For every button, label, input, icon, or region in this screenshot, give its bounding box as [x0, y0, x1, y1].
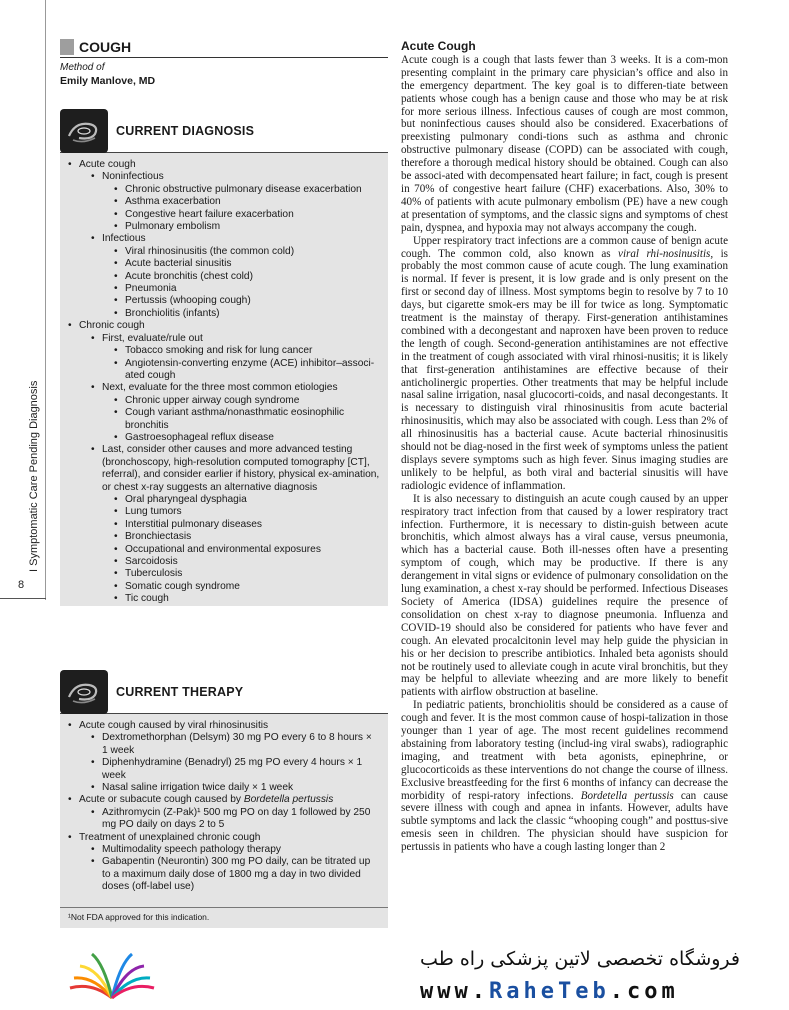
list-item: • Tuberculosis	[114, 568, 380, 580]
list-item: • Somatic cough syndrome	[114, 581, 380, 593]
list-item: • Tobacco smoking and risk for lung cancer	[114, 345, 380, 357]
list-item: • Bronchiectasis	[114, 531, 380, 543]
store-url[interactable]: www.RaheTeb.com	[420, 979, 679, 1004]
article-heading: Acute Cough	[401, 40, 476, 53]
diagnosis-heading: CURRENT DIAGNOSIS	[116, 123, 255, 138]
paragraph: In pediatric patients, bronchiolitis should be considered as a cause of cough and fever. It is the most common cause of hospi-talization in those younger than 1 year of age. The most recent guidelines recommend abstaining from laboratory testing (includ-ing viral swabs), radiographic imaging, and treatment with beta agonists, epinephrine, or glucocorticoids as these interventions do not change the course of illness. Exclusive breastfeeding for the first 6 months of infancy can decrease the morbidity of respi-ratory infections. Bordetella pertussis can cause severe illness with cough and apnea in infants. However, adults have subtle symptoms and lack the classic “whooping cough” and posttus-sive emesis seen in children. The physician should have suspicion for pertussis in patients who have a cough lasting longer than 2	[401, 699, 728, 854]
list-item: • Chronic cough • First, evaluate/rule out • Tobacco smoking and risk for lung cancer • Angiotensin-converting enzyme (ACE) inhibitor–associ-ated cough • Next, evaluate for the three most common etiologies • Chronic upper airway cough syndrome • Cough variant asthma/nonasthmatic eosinophilic bronchitis • Gastroesophageal reflux disease • Last, consider other causes and more advanced testing (bronchoscopy, high-resolution computed tomography [CT], referral), and consider earlier if history, physical ex-amination, or chest x-ray suggests an alternative diagnosis • Oral pharyngeal dysphagia • Lung tumors • Interstitial pulmonary diseases • Bronchiectasis • Occupational and environmental exposures • Sarcoidosis • Tuberculosis • Somatic cough syndrome • Tic cough	[68, 320, 380, 605]
chapter-title: COUGH	[79, 38, 132, 55]
therapy-list	[60, 714, 388, 900]
list-item: • Acute cough caused by viral rhinosinusitis • Dextromethorphan (Delsym) 30 mg PO every 6 to 8 hours × 1 week • Diphenhydramine (Benadryl) 25 mg PO every 4 hours × 1 week • Nasal saline irrigation twice daily × 1 week	[68, 720, 380, 794]
current-diagnosis-box	[60, 109, 388, 606]
section-label: I Symptomatic Care Pending Diagnosis	[28, 380, 40, 572]
author-name: Emily Manlove, MD	[60, 75, 156, 87]
list-item: • Cough variant asthma/nonasthmatic eosinophilic bronchitis	[114, 407, 380, 432]
list-item: • Pneumonia	[114, 283, 380, 295]
list-item: • Gabapentin (Neurontin) 300 mg PO daily, can be titrated up to a maximum daily dose of 1800 mg a day in two divided doses (off-label use)	[91, 856, 380, 893]
list-item: • Acute or subacute cough caused by Bordetella pertussis • Azithromycin (Z-Pak)¹ 500 mg PO on day 1 followed by 250 mg PO daily on days 2 to 5	[68, 794, 380, 831]
list-item: • Treatment of unexplained chronic cough • Multimodality speech pathology therapy • Gabapentin (Neurontin) 300 mg PO daily, can be titrated up to a maximum daily dose of 1800 mg a day in two divided doses (off-label use)	[68, 832, 380, 894]
page-number: 8	[18, 579, 25, 591]
margin-rule	[45, 0, 46, 600]
open-book-logo-icon	[62, 942, 162, 1004]
list-item: • Bronchiolitis (infants)	[114, 308, 380, 320]
list-item: • Lung tumors	[114, 506, 380, 518]
paragraph: It is also necessary to distinguish an acute cough caused by an upper respiratory tract infection from that caused by a lower respiratory tract infection. Furthermore, it is necessary to distin-guish between acute bronchitis, which almost always has a viral cause, versus pneumonia, which has a bacterial cause. Both ill-nesses often have a presenting symptom of cough, which may be productive. If there is any derangement in vital signs or evidence of pulmonary consolidation on the lung examination, a chest x-ray should be performed. Infectious Diseases Society of America (IDSA) guidelines require the presence of consolidation on chest x-ray to diagnose pneumonia. Influenza and COVID-19 should also be considered for patients who have fever and cough. An elevated procalcitonin level may help guide the physician in his or her decision to prescribe antibiotics. Inhaled beta agonists should not be routinely used to alleviate cough in acute viral bronchitis, but they may be helpful to alleviate wheezing and are more likely to benefit patients with airflow obstruction at baseline.	[401, 492, 728, 699]
list-item: • Congestive heart failure exacerbation	[114, 209, 380, 221]
list-item: • Acute bronchitis (chest cold)	[114, 271, 380, 283]
list-item: • Chronic upper airway cough syndrome	[114, 395, 380, 407]
therapy-box-header	[60, 670, 388, 714]
list-item: • Angiotensin-converting enzyme (ACE) inhibitor–associ-ated cough	[114, 358, 380, 383]
list-item: • Multimodality speech pathology therapy	[91, 844, 380, 856]
list-item: • Next, evaluate for the three most common etiologies • Chronic upper airway cough syndrome • Cough variant asthma/nonasthmatic eosinophilic bronchitis • Gastroesophageal reflux disease	[91, 382, 380, 444]
list-item: • Noninfectious • Chronic obstructive pulmonary disease exacerbation • Asthma exacerbation • Congestive heart failure exacerbation • Pulmonary embolism	[91, 171, 380, 233]
swirl-logo-icon	[60, 670, 108, 714]
footnote: ¹Not FDA approved for this indication.	[60, 907, 388, 928]
list-item: • Occupational and environmental exposures	[114, 544, 380, 556]
list-item: • Chronic obstructive pulmonary disease exacerbation	[114, 184, 380, 196]
section-running-head	[28, 322, 42, 572]
paragraph: Acute cough is a cough that lasts fewer than 3 weeks. It is a com-mon presenting complaint in the primary care physician’s office and also in the emergency department. The key goal is to differen-tiate between patients whose cough has a benign cause and those who may be at risk for more serious illness. Infectious causes of cough are most common, but noninfectious causes should also be considered. Exacerbations of preexisting pulmonary condi-tions such as asthma and chronic obstructive pulmonary disease (COPD) can be associated with cough, therefore a thorough medical history should be obtained. Cough can also be associ-ated with decompensated heart failure; in fact, cough is present in 70% of congestive heart failure (CHF) exacerbations. Also, 30% to 40% of patients with acute pulmonary embolism (PE) have a new cough at presentation of symptoms, and the classic signs and symptoms of chest pain, dyspnea, and hypoxia may not always accompany the cough.	[401, 53, 728, 234]
therapy-heading: CURRENT THERAPY	[116, 684, 244, 699]
method-of-label: Method of	[60, 62, 105, 73]
list-item: • Nasal saline irrigation twice daily × 1 week	[91, 782, 380, 794]
store-name-persian: فروشگاه تخصصی لاتین پزشکی راه طب	[420, 948, 740, 970]
list-item: • Gastroesophageal reflux disease	[114, 432, 380, 444]
list-item: • Oral pharyngeal dysphagia	[114, 494, 380, 506]
list-item: • Sarcoidosis	[114, 556, 380, 568]
list-item: • First, evaluate/rule out • Tobacco smoking and risk for lung cancer • Angiotensin-converting enzyme (ACE) inhibitor–associ-ated cough	[91, 333, 380, 383]
current-therapy-box	[60, 670, 388, 928]
title-marker-block	[60, 39, 74, 55]
list-item: • Asthma exacerbation	[114, 196, 380, 208]
folio-rule	[0, 598, 46, 599]
list-item: • Tic cough	[114, 593, 380, 605]
list-item: • Pulmonary embolism	[114, 221, 380, 233]
paragraph: Upper respiratory tract infections are a common cause of benign acute cough. The common cold, also known as viral rhi-nosinusitis, is probably the most common cause of acute cough. The lung examination is normal. If fever is present, it is low grade and is only present on the first or second day of illness. Most symptoms begin to resolve by 7 to 10 days, but cigarette smok-ers may be ill for twice as long. Symptomatic treatment is the mainstay of therapy. First-generation antihistamines combined with a decongestant and naproxen have been proven to reduce the length of cough. Second-generation antihistamines are not effective in the treatment of cough associated with viral rhinosi-nusitis; it is likely that first-generation antihistamines are effective because of their anticholinergic properties. Other treatments that may be helpful include nasal saline irrigation, nasal glucocorti-coids, and nasal decongestants. It is necessary to distinguish viral rhinosinusitis from acute bacterial rhinosinusitis, which may also be associated with cough. Less than 2% of all rhinosinusitis has a bacterial cause. Acute bacterial rhinosinusitis should not be diag-nosed in the first week of symptoms unless the patient displays severe symptoms such as high fever. Sinus imaging studies are unlikely to be helpful, as both viral and bacterial sinusitis will have radiologic evidence of inflammation.	[401, 234, 728, 492]
list-item: • Last, consider other causes and more advanced testing (bronchoscopy, high-resolution computed tomography [CT], referral), and consider earlier if history, physical ex-amination, or chest x-ray suggests an alternative diagnosis • Oral pharyngeal dysphagia • Lung tumors • Interstitial pulmonary diseases • Bronchiectasis • Occupational and environmental exposures • Sarcoidosis • Tuberculosis • Somatic cough syndrome • Tic cough	[91, 444, 380, 605]
list-item: • Interstitial pulmonary diseases	[114, 519, 380, 531]
article-column	[401, 40, 728, 930]
list-item: • Infectious • Viral rhinosinusitis (the common cold) • Acute bacterial sinusitis • Acute bronchitis (chest cold) • Pneumonia • Pertussis (whooping cough) • Bronchiolitis (infants)	[91, 233, 380, 320]
list-item: • Acute bacterial sinusitis	[114, 258, 380, 270]
swirl-logo-icon	[60, 109, 108, 153]
list-item: • Viral rhinosinusitis (the common cold)	[114, 246, 380, 258]
chapter-title-bar	[60, 36, 388, 58]
list-item: • Dextromethorphan (Delsym) 30 mg PO every 6 to 8 hours × 1 week	[91, 732, 380, 757]
store-banner	[0, 938, 789, 1010]
chapter-header	[60, 36, 388, 87]
diagnosis-list	[60, 153, 388, 612]
diagnosis-box-header	[60, 109, 388, 153]
list-item: • Azithromycin (Z-Pak)¹ 500 mg PO on day 1 followed by 250 mg PO daily on days 2 to 5	[91, 807, 380, 832]
list-item: • Diphenhydramine (Benadryl) 25 mg PO every 4 hours × 1 week	[91, 757, 380, 782]
list-item: • Pertussis (whooping cough)	[114, 295, 380, 307]
list-item: • Acute cough • Noninfectious • Chronic obstructive pulmonary disease exacerbation • Asthma exacerbation • Congestive heart failure exacerbation • Pulmonary embolism • Infectious • Viral rhinosinusitis (the common cold) • Acute bacterial sinusitis • Acute bronchitis (chest cold) • Pneumonia • Pertussis (whooping cough) • Bronchiolitis (infants)	[68, 159, 380, 320]
